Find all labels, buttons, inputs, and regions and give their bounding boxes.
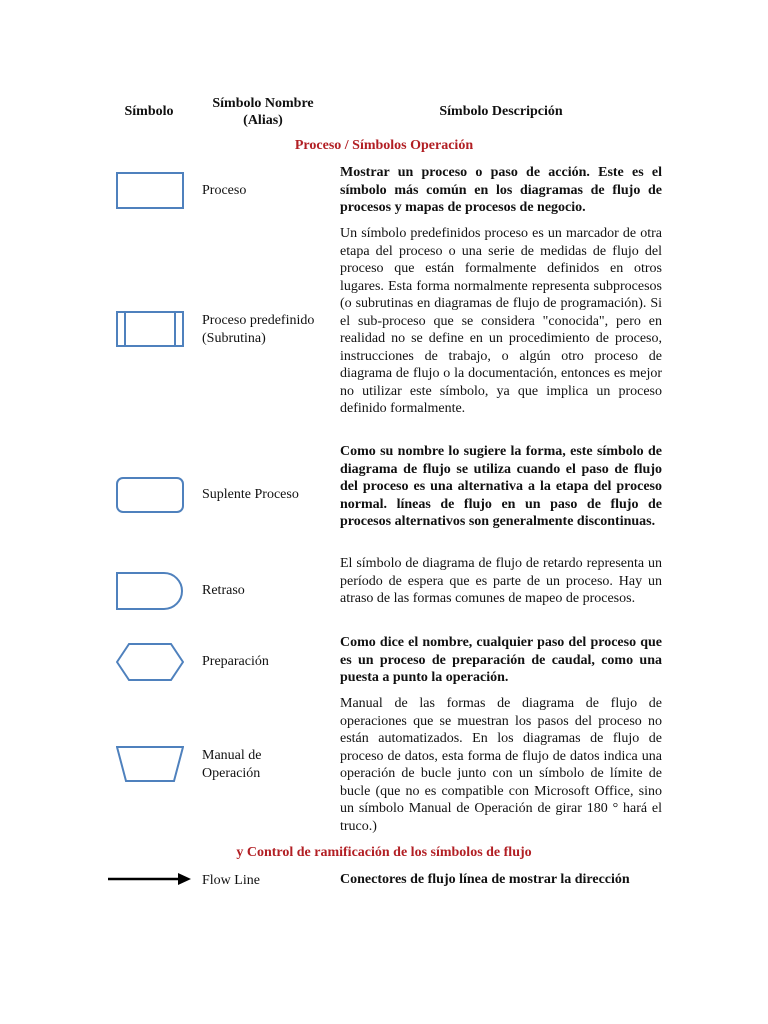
- preparation-hexagon-icon: [116, 643, 184, 681]
- row-name-preparacion: [202, 653, 334, 671]
- row-desc-preparacion: Como dice el nombre, cualquier paso del proceso que es un proceso de preparación de caudal, como una puesta a punto la operación.: [340, 635, 662, 685]
- row-desc-proceso: Mostrar un proceso o paso de acción. Este es el símbolo más común en los diagramas de flujo de procesos y mapas de procesos de negocio.: [340, 165, 662, 215]
- manual-operation-trapezoid-icon: [116, 746, 184, 782]
- row-name-line1: Suplente Proceso: [202, 487, 299, 502]
- row-name-line2: Operación: [202, 765, 261, 781]
- row-desc-suplente: Como su nombre lo sugiere la forma, este símbolo de diagrama de flujo se utiliza cuando el paso de flujo del proceso es una alternativa a la etapa del proceso normal. líneas de flujo en un paso de flujo de procesos alternativos son generalmente discontinuas.: [340, 444, 662, 529]
- row-name-line1: Flow Line: [202, 873, 260, 888]
- row-name-line1: Proceso predefinido: [202, 313, 315, 328]
- alternate-process-icon: [116, 477, 184, 513]
- row-name-line1: Manual de: [202, 748, 262, 763]
- delay-icon: [116, 572, 186, 610]
- row-name-manual: [202, 747, 334, 782]
- process-rectangle-icon: [116, 172, 184, 210]
- row-name-line1: Retraso: [202, 583, 245, 598]
- row-desc-manual: Manual de las formas de diagrama de flujo de operaciones que se muestran los pasos del proceso no están automatizados. En los diagramas de flujo de proceso de datos, esta forma de flujo de datos indica una operación de bucle junto con un símbolo de límite de bucle (que no es compatible con Microsoft Office, sino un símbolo Manual de Operación de girar 180 ° hará el truco.): [340, 696, 662, 834]
- row-name-suplente: [202, 486, 334, 504]
- row-name-flowline: [202, 872, 334, 890]
- section-title-control: y Control de ramificación de los símbolos de flujo: [236, 845, 532, 860]
- row-name-retraso: [202, 582, 334, 600]
- row-desc-flowline: Conectores de flujo línea de mostrar la dirección: [340, 872, 630, 887]
- predefined-process-icon: [116, 311, 184, 347]
- header-name: [196, 95, 330, 129]
- row-name-predefinido: [202, 312, 334, 347]
- row-desc-retraso: El símbolo de diagrama de flujo de retardo representa un período de espera que es parte de un proceso. Hay un atraso de las formas comunes de mapeo de procesos.: [340, 556, 662, 606]
- header-symbol: Símbolo: [124, 104, 174, 119]
- header-description: Símbolo Descripción: [439, 104, 563, 119]
- header-name-line2: (Alias): [243, 113, 283, 128]
- row-name-proceso: [202, 182, 334, 200]
- flow-line-arrow-icon: [108, 872, 192, 886]
- section-title-process: Proceso / Símbolos Operación: [294, 138, 474, 153]
- header-name-line1: Símbolo Nombre: [212, 96, 314, 111]
- row-name-line1: Proceso: [202, 183, 247, 198]
- row-name-line2: (Subrutina): [202, 330, 266, 346]
- row-desc-predefinido: Un símbolo predefinidos proceso es un marcador de otra etapa del proceso o una serie de medidas de flujo del proceso que están formalmente definidos en otros lugares. Esta forma normalmente representa subprocesos (o subrutinas en diagramas de flujo de programación). Si el sub-proceso que se considera "conocida", pero en realidad no se define en un procedimiento de proceso, instrucciones de trabajo, o algún otro proceso de diagrama de flujo o la documentación, entonces es mejor no utilizar este símbolo, ya que implica un proceso definido formalmente.: [340, 226, 662, 416]
- row-name-line1: Preparación: [202, 654, 269, 669]
